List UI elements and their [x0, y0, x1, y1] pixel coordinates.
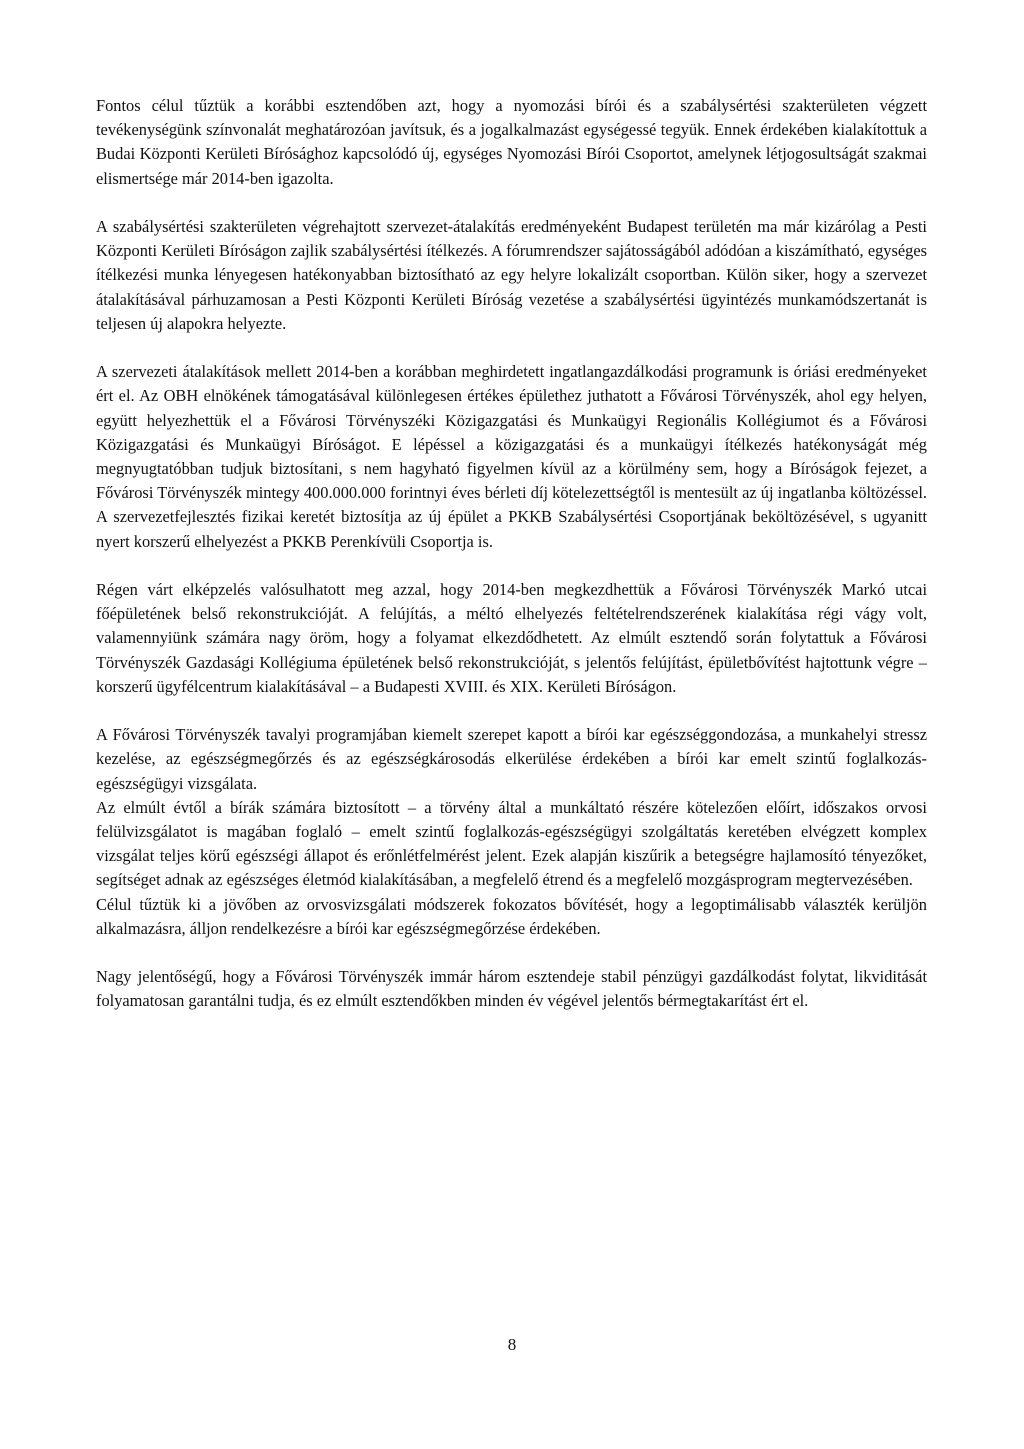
paragraph-financial-stability: Nagy jelentőségű, hogy a Fővárosi Törvényszék immár három esztendeje stabil pénzügyi gazdálkodást folytat, likviditását folyamatosan garantálni tudja, és ez elmúlt esztendőkben minden év végével jelentős bérmegtakarítást ért el. [96, 967, 927, 1011]
paragraph-health-goals: Célul tűztük ki a jövőben az orvosvizsgálati módszerek fokozatos bővítését, hogy a legoptimálisabb választék kerüljön alkalmazásra, álljon rendelkezésre a bírói kar egészségmegőrzése érdekében. [96, 894, 927, 938]
paragraph-investigative-judges: Fontos célul tűztük a korábbi esztendőben azt, hogy a nyomozási bírói és a szabálysértési szakterületen végzett tevékenységünk színvonalát meghatározóan javítsuk, és a jogalkalmazást egységessé tegyük. Ennek érdekében kialakítottuk a Budai Központi Kerületi Bírósághoz kapcsolódó új, egységes Nyomozási Bírói Csoportot, amelynek létjogosultságát szakmai elismertsége már 2014-ben igazolta. [96, 96, 927, 188]
paragraph-health-program: A Fővárosi Törvényszék tavalyi programjában kiemelt szerepet kapott a bírói kar egészséggondozása, a munkahelyi stressz kezelése, az egészségmegőrzés és az egészségkárosodás elkerülése érdekében a bírói kar emelt szintű foglalkozás-egészségügyi vizsgálata. [96, 725, 927, 793]
page-number: 8 [507, 1335, 517, 1354]
paragraph-misdemeanor-reorganization: A szabálysértési szakterületen végrehajtott szervezet-átalakítás eredményeként Budapest területén ma már kizárólag a Pesti Központi Kerületi Bíróságon zajlik szabálysértési ítélkezés. A fórumrendszer sajátosságából adódóan a kiszámítható, egységes ítélkezési munka lényegesen hatékonyabban biztosítható az egy helyre lokalizált csoportban. Külön siker, hogy a szervezet átalakításával párhuzamosan a Pesti Központi Kerületi Bíróság vezetése a szabálysértési ügyintézés munkamódszertanát is teljesen új alapokra helyezte. [96, 217, 927, 333]
paragraph-reconstruction: Régen várt elképzelés valósulhatott meg azzal, hogy 2014-ben megkezdhettük a Fővárosi Törvényszék Markó utcai főépületének belső rekonstrukcióját. A felújítás, a méltó elhelyezés feltételrendszerének kialakítása régi vágy volt, valamennyiünk számára nagy öröm, hogy a folyamat elkezdődhetett. Az elmúlt esztendő során folytattuk a Fővárosi Törvényszék Gazdasági Kollégiuma épületének belső rekonstrukcióját, s jelentős felújítást, épületbővítést hajtottunk végre – korszerű ügyfélcentrum kialakításával – a Budapesti XVIII. és XIX. Kerületi Bíróságon. [96, 580, 927, 696]
paragraph-real-estate-program: A szervezeti átalakítások mellett 2014-ben a korábban meghirdetett ingatlangazdálkodási programunk is óriási eredményeket ért el. Az OBH elnökének támogatásával különlegesen értékes épülethez juthatott a Fővárosi Törvényszék, ahol egy helyen, együtt helyezhettük el a Fővárosi Törvényszéki Közigazgatási és Munkaügyi Regionális Kollégiumot és a Fővárosi Közigazgatási és Munkaügyi Bíróságot. E lépéssel a közigazgatási és a munkaügyi ítélkezés hatékonyságát még megnyugtatóbban tudjuk biztosítani, s nem hagyható figyelmen kívül az a körülmény sem, hogy a Bíróságok fejezet, a Fővárosi Törvényszék mintegy 400.000.000 forintnyi éves bérleti díj kötelezettségtől is mentesült az új ingatlanba költözéssel. A szervezetfejlesztés fizikai keretét biztosítja az új épület a PKKB Szabálysértési Csoportjának beköltözésével, s ugyanitt nyert korszerű elhelyezést a PKKB Perenkívüli Csoportja is. [96, 362, 927, 551]
body-text [96, 94, 927, 1038]
paragraph-health-screening: Az elmúlt évtől a bírák számára biztosított – a törvény által a munkáltató részére kötelezően előírt, időszakos orvosi felülvizsgálatot is magában foglaló – emelt szintű foglalkozás-egészségügyi szolgáltatás keretében elvégzett komplex vizsgálat teljes körű egészségi állapot és erőnlétfelmérést jelent. Ezek alapján kiszűrik a betegségre hajlamosító tényezőket, segítséget adnak az egészséges életmód kialakításában, a megfelelő étrend és a megfelelő mozgásprogram megtervezésében. [96, 797, 927, 890]
